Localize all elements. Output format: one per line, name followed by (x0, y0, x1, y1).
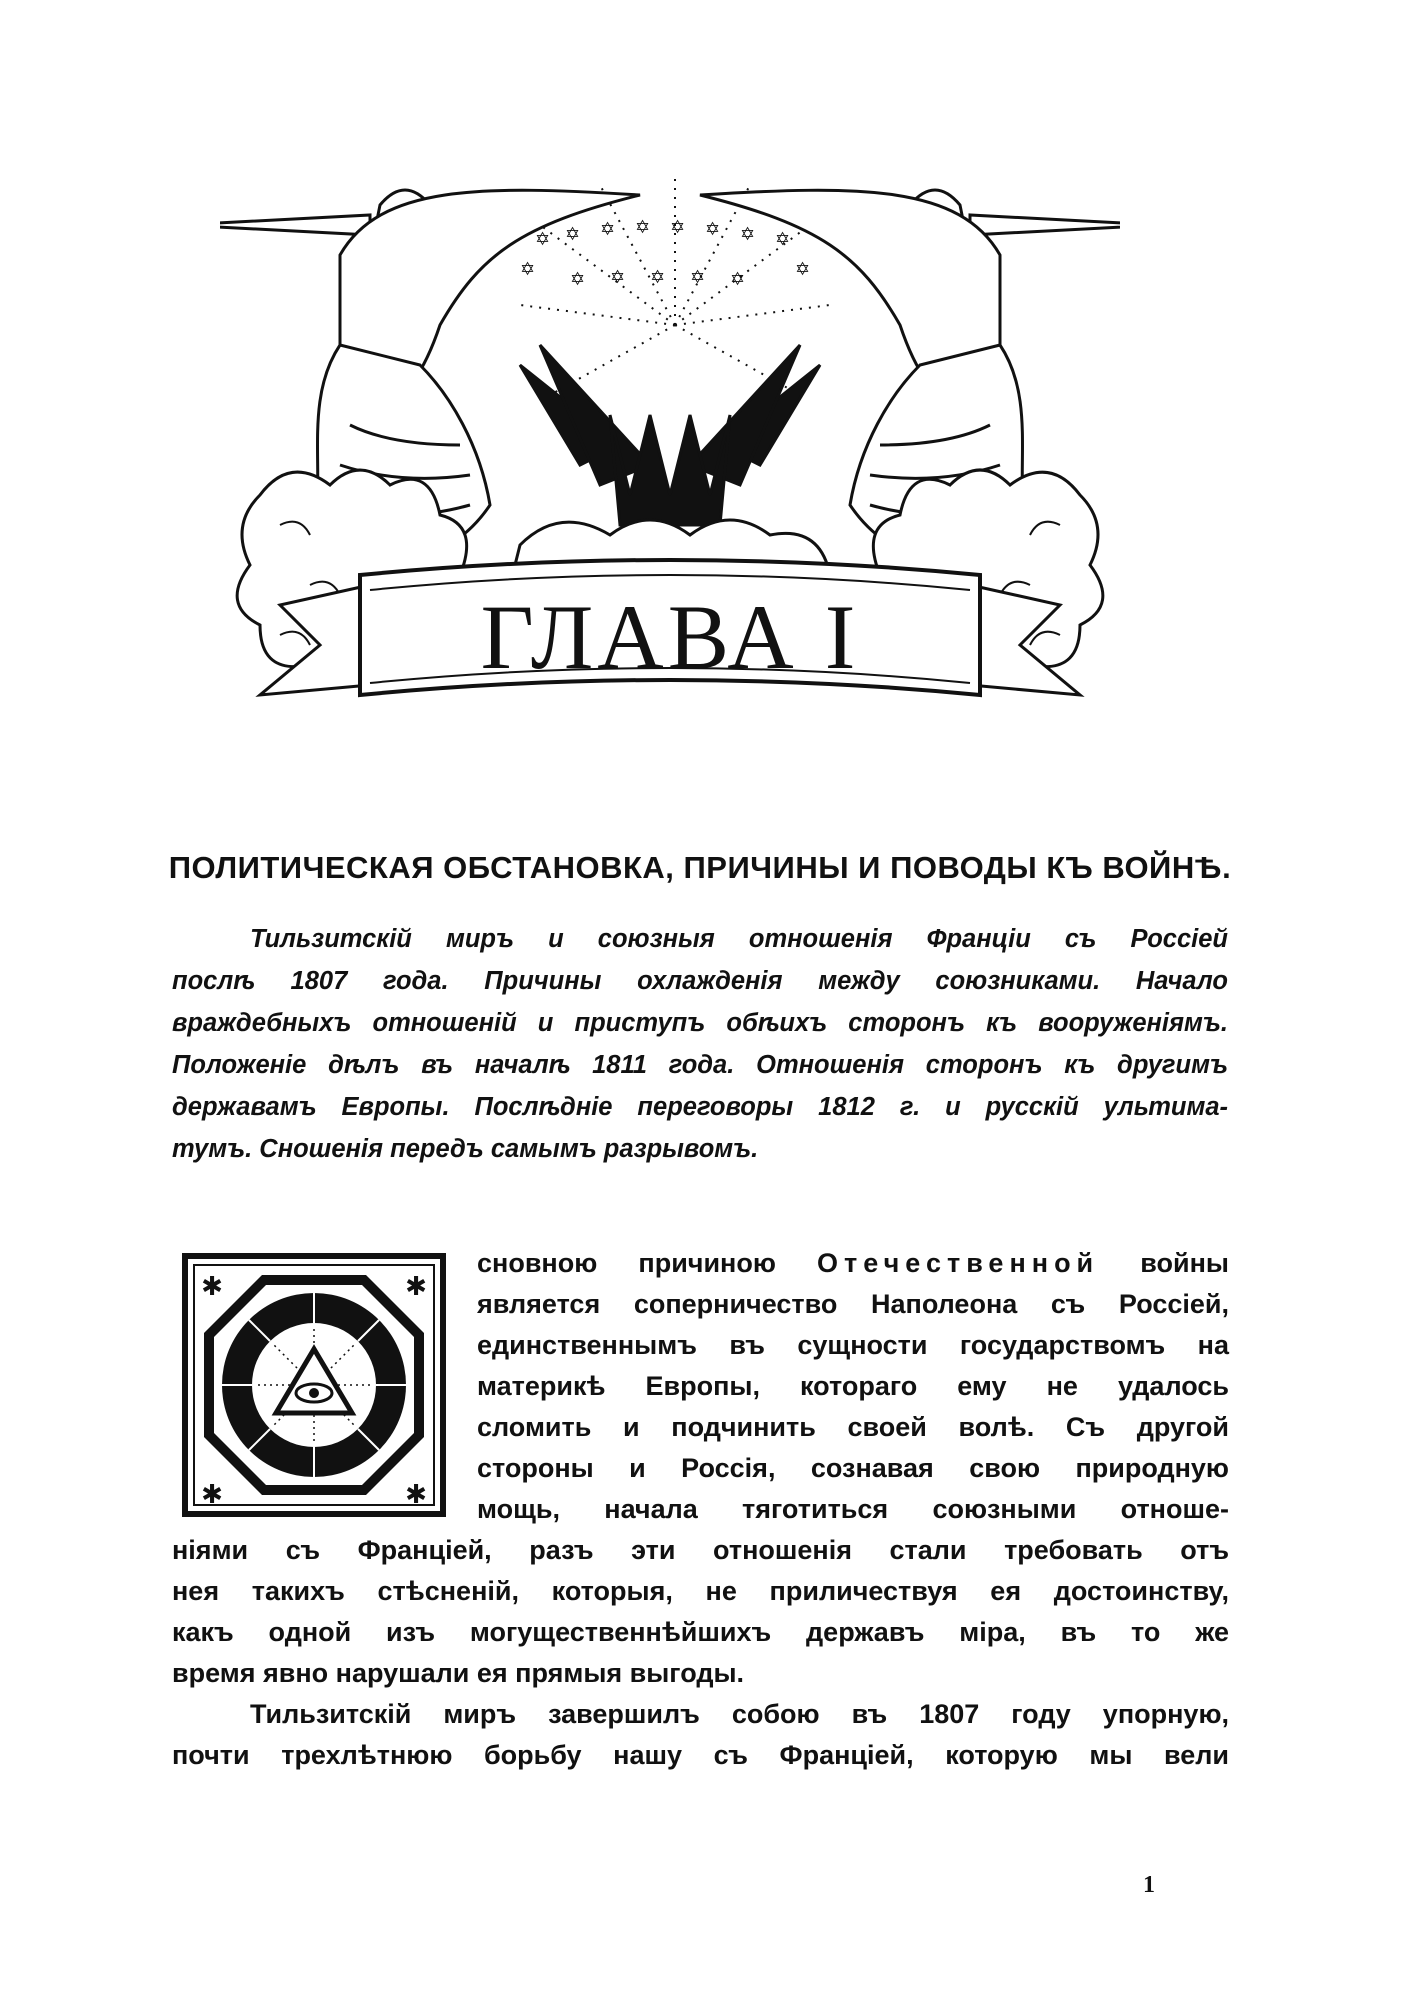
banner-text: ГЛАВА I (480, 586, 860, 688)
body-paragraph-1-narrow (477, 1243, 1229, 1530)
svg-text:✡: ✡ (775, 229, 791, 250)
chapter-summary (172, 918, 1228, 1170)
svg-text:✡: ✡ (535, 229, 551, 250)
body-line: Тильзитскій миръ завершилъ собою въ 1807 году упорную, (250, 1699, 1229, 1729)
svg-text:✡: ✡ (610, 267, 626, 288)
chapter-title: ПОЛИТИЧЕСКАЯ ОБСТАНОВКА, ПРИЧИНЫ И ПОВОДЫ КЪ ВОЙНѢ. (168, 850, 1232, 885)
summary-line: послѣ 1807 года. Причины охлажденія между союзниками. Начало (172, 967, 1228, 995)
body-line: мощь, начала тяготиться союзными отноше- (477, 1494, 1229, 1524)
body-line: материкѣ Европы, котораго ему не удалось (477, 1371, 1229, 1401)
body-line: какъ одной изъ могущественнѣйшихъ державъ міра, въ то же (172, 1617, 1229, 1647)
summary-line: враждебныхъ отношеній и приступъ обѣихъ сторонъ къ вооруженіямъ. (172, 1009, 1228, 1037)
svg-text:✡: ✡ (690, 267, 706, 288)
body-line: почти трехлѣтнюю борьбу нашу съ Франціей, которую мы вели (172, 1740, 1229, 1770)
svg-text:✡: ✡ (705, 219, 721, 240)
body-line: ніями съ Франціей, разъ эти отношенія стали требовать отъ (172, 1535, 1229, 1565)
svg-text:✡: ✡ (520, 259, 536, 280)
body-line: единственнымъ въ сущности государствомъ на (477, 1330, 1229, 1360)
svg-text:✡: ✡ (635, 217, 651, 238)
page-number: 1 (1143, 1872, 1155, 1898)
body-line: нея такихъ стѣсненій, которыя, не приличествуя ея достоинству, (172, 1576, 1229, 1606)
body-paragraph-wide (172, 1530, 1229, 1776)
body-line: сновною причиною Отечественной войны (477, 1248, 1229, 1278)
summary-line: тумъ. Сношенія передъ самымъ разрывомъ. (172, 1135, 759, 1163)
body-line: время явно нарушали ея прямыя выгоды. (172, 1658, 745, 1688)
svg-text:✱: ✱ (201, 1272, 223, 1302)
all-seeing-eye-dropcap-icon (182, 1253, 446, 1517)
svg-text:✡: ✡ (730, 269, 746, 290)
summary-line: Тильзитскій миръ и союзныя отношенія Франціи съ Россіей (250, 925, 1228, 953)
body-line: является соперничество Наполеона съ Россіей, (477, 1289, 1229, 1319)
svg-text:✱: ✱ (201, 1480, 223, 1510)
svg-text:✡: ✡ (600, 219, 616, 240)
svg-text:✡: ✡ (740, 224, 756, 245)
body-line: сломить и подчинить своей волѣ. Съ другой (477, 1412, 1229, 1442)
svg-text:✱: ✱ (405, 1480, 427, 1510)
summary-line: державамъ Европы. Послѣдніе переговоры 1812 г. и русскій ультима- (172, 1093, 1228, 1121)
svg-text:✡: ✡ (570, 269, 586, 290)
body-line: стороны и Россія, сознавая свою природную (477, 1453, 1229, 1483)
svg-text:✱: ✱ (405, 1272, 427, 1302)
svg-text:✡: ✡ (670, 217, 686, 238)
svg-text:✡: ✡ (650, 267, 666, 288)
svg-text:✡: ✡ (565, 224, 581, 245)
chapter-headpiece (220, 165, 1120, 805)
summary-line: Положеніе дѣлъ въ началѣ 1811 года. Отношенія сторонъ къ другимъ (172, 1051, 1228, 1079)
svg-text:✡: ✡ (795, 259, 811, 280)
